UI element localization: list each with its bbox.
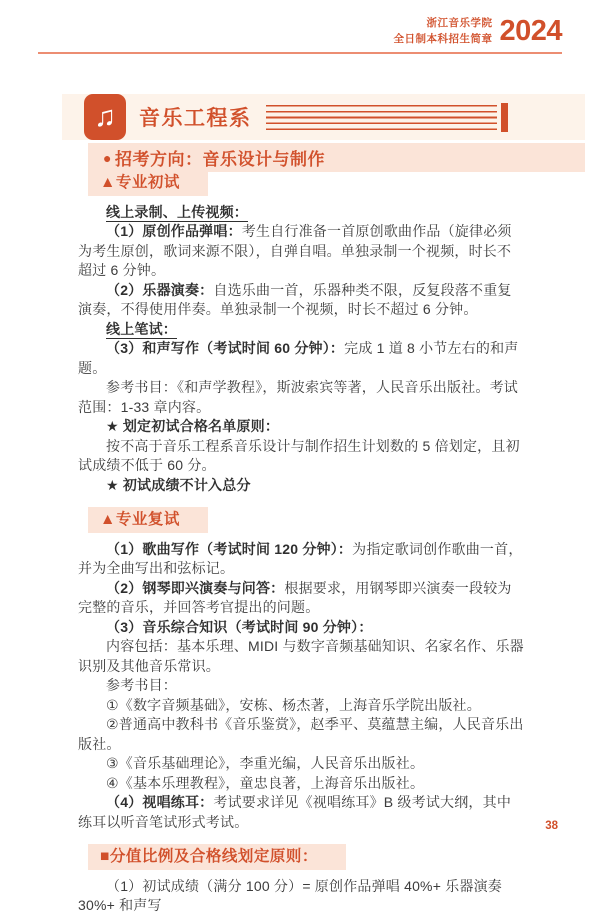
- subheading-online-written-label: 线上笔试：: [106, 320, 177, 337]
- preliminary-rule-1-label: ★ 划定初试合格名单原则：: [106, 418, 280, 434]
- preliminary-item-1-lead: （1）原创作品弹唱：: [106, 223, 242, 239]
- bullet-icon: ●: [103, 149, 112, 166]
- section-heading-final-test: ▲专业复试: [88, 507, 208, 533]
- reference-book-2: ②普通高中教科书《音乐鉴赏》，赵季平、莫蕴慧主编，人民音乐出版社。: [78, 716, 524, 752]
- staff-lines-decoration: [266, 105, 498, 130]
- subheading-online-recording-label: 线上录制、上传视频：: [106, 203, 248, 220]
- body-text: [78, 170, 524, 916]
- final-references-label: 参考书目：: [106, 677, 177, 693]
- doc-header: [393, 15, 562, 48]
- section-heading-scoring: ■分值比例及合格线划定原则：: [88, 844, 346, 870]
- preliminary-item-3-text: 完成 1 道 8 小节左右的和声题。: [78, 340, 519, 376]
- preliminary-item-3: [78, 339, 524, 378]
- department-title: 音乐工程系: [139, 107, 252, 130]
- reference-book-3: ③《音乐基础理论》，李重光编，人民音乐出版社。: [106, 755, 425, 771]
- preliminary-item-1: [78, 222, 524, 281]
- preliminary-item-1-text: 考生自行准备一首原创歌曲作品（旋律必须为考生原创，歌词来源不限），自弹自唱。单独录制一个视频，时长不超过 6 分钟。: [78, 223, 512, 278]
- final-item-2-lead: （2）钢琴即兴演奏与问答：: [106, 579, 285, 596]
- preliminary-rule-2-label: ★ 初试成绩不计入总分: [106, 476, 251, 493]
- preliminary-item-2-text: 自选乐曲一首，乐器种类不限，反复段落不重复演奏，不得使用伴奏。单独录制一个视频，时长不超过 6 分钟。: [78, 281, 512, 317]
- preliminary-item-2-lead: （2）乐器演奏：: [106, 281, 214, 298]
- scoring-line-1: （1）初试成绩（满分 100 分）= 原创作品弹唱 40%+ 乐器演奏 30%+ 和声写: [78, 877, 502, 913]
- subheading-online-written: [78, 320, 524, 340]
- preliminary-item-3-lead: （3）和声写作（考试时间 60 分钟）：: [106, 340, 345, 356]
- reference-book-1: ①《数字音频基础》，安栋、杨杰著，上海音乐学院出版社。: [106, 696, 481, 713]
- preliminary-rule-1-text: 按不高于音乐工程系音乐设计与制作招生计划数的 5 倍划定，且初试成绩不低于 60 分。: [78, 437, 520, 473]
- final-item-2-text: 根据要求，用钢琴即兴演奏一段较为完整的音乐，并回答考官提出的问题。: [78, 579, 512, 615]
- department-banner: [62, 94, 585, 140]
- music-notes-icon: [84, 94, 126, 140]
- final-item-2: [78, 579, 524, 618]
- final-item-1: [78, 540, 524, 579]
- final-item-3: [78, 618, 524, 638]
- final-item-3-lead: （3）音乐综合知识（考试时间 90 分钟）：: [106, 618, 373, 635]
- preliminary-references: 参考书目：《和声学教程》，斯波索宾等著，人民音乐出版社。考试范围：1-33 章内容。: [78, 379, 518, 415]
- reference-book-4: ④《基本乐理教程》，童忠良著，上海音乐出版社。: [106, 774, 425, 791]
- year-label: 2024: [499, 15, 562, 47]
- music-notes-glyph: ♫: [94, 100, 116, 133]
- header-divider: [38, 52, 562, 54]
- brochure-title: 全日制本科招生简章: [393, 32, 493, 45]
- preliminary-item-2: [78, 281, 524, 320]
- final-item-1-text: 为指定歌词创作歌曲一首，并为全曲写出和弦标记。: [78, 540, 523, 576]
- final-item-4: [78, 793, 524, 832]
- preliminary-rule-2: [78, 476, 524, 496]
- org-name-block: [393, 16, 492, 48]
- page-number: 38: [545, 820, 558, 832]
- final-item-1-lead: （1）歌曲写作（考试时间 120 分钟）：: [106, 540, 353, 557]
- preliminary-rule-1-heading: [78, 417, 524, 437]
- direction-bar: [88, 143, 585, 172]
- final-item-4-lead: （4）视唱练耳：: [106, 794, 214, 810]
- direction-text: 招考方向：音乐设计与制作: [114, 150, 325, 169]
- final-item-4-text: 考试要求详见《视唱练耳》B 级考试大纲，其中练耳以听音笔试形式考试。: [78, 794, 512, 830]
- school-name: 浙江音乐学院: [426, 16, 493, 29]
- subheading-online-recording: [78, 203, 524, 223]
- final-item-3-content: 内容包括：基本乐理、MIDI 与数字音频基础知识、名家名作、乐器识别及其他音乐常识。: [78, 638, 524, 674]
- section-heading-preliminary-test: ▲专业初试: [88, 170, 208, 196]
